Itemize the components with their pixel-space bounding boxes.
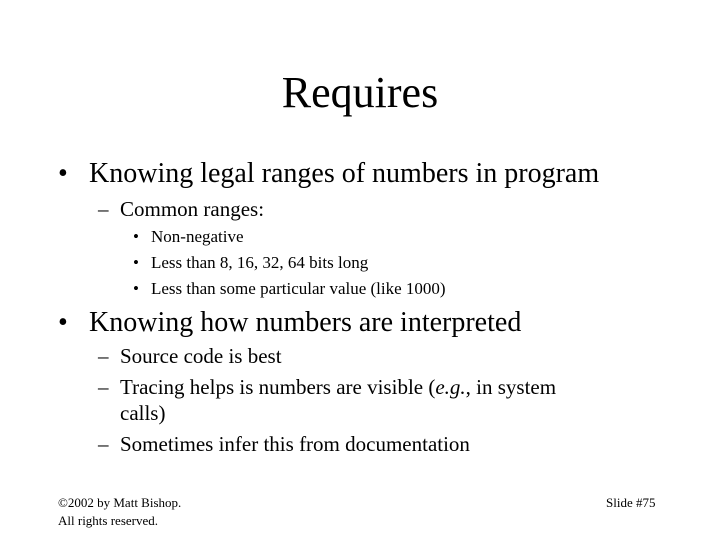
bullet-marker: • [58, 307, 68, 338]
bullet-1-sub-1-item-3: Less than some particular value (like 1000) [151, 279, 446, 298]
footer-copyright: ©2002 by Matt Bishop. [58, 495, 182, 510]
dash-marker: – [98, 344, 109, 368]
bullet-2-text: Knowing how numbers are interpreted [89, 307, 522, 338]
bullet-1-sub-1-item-2: Less than 8, 16, 32, 64 bits long [151, 253, 369, 272]
bullet-2-sub-2-text-before: Tracing helps is numbers are visible ( [120, 375, 436, 399]
bullet-marker: • [133, 227, 139, 246]
bullet-2-sub-2-continuation: calls) [120, 401, 166, 425]
bullet-2-sub-2-text [120, 374, 556, 400]
bullet-1-sub-1-item-1: Non-negative [151, 227, 244, 246]
dash-marker: – [98, 375, 109, 399]
bullet-2-sub-2-emphasis: e.g. [435, 375, 466, 399]
bullet-marker: • [58, 158, 68, 189]
slide-title: Requires [281, 68, 439, 117]
bullet-marker: • [133, 253, 139, 272]
dash-marker: – [98, 197, 109, 221]
bullet-2-sub-2-text-after: , in system [465, 375, 557, 399]
dash-marker: – [98, 432, 109, 456]
slide-number: Slide #75 [606, 495, 656, 510]
footer-rights: All rights reserved. [58, 513, 159, 528]
bullet-1-text: Knowing legal ranges of numbers in program [89, 158, 600, 189]
bullet-marker: • [133, 279, 139, 298]
bullet-1-sub-1-text: Common ranges: [120, 197, 265, 221]
bullet-2-sub-3-text: Sometimes infer this from documentation [120, 432, 470, 456]
bullet-2-sub-1-text: Source code is best [120, 344, 282, 368]
